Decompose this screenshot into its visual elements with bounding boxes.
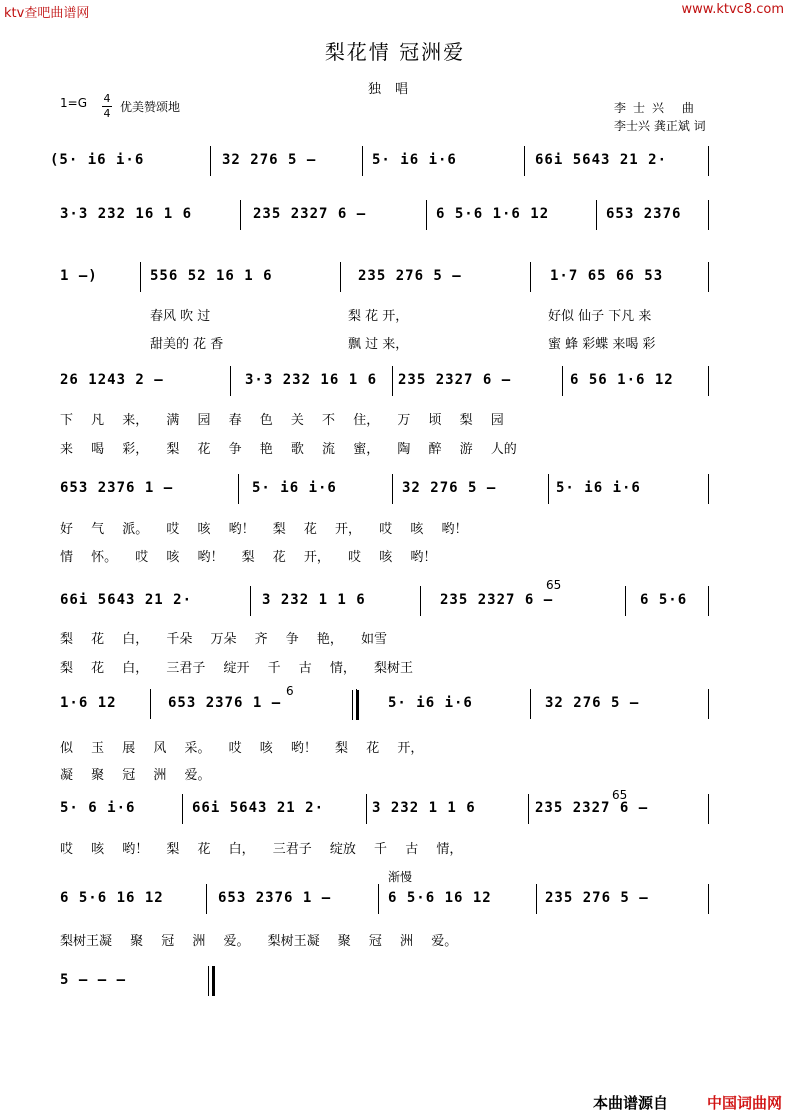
barline	[182, 794, 183, 824]
measure: 6 5·6 16 12	[60, 890, 164, 906]
measure: 5 — — —	[60, 972, 127, 988]
barline	[230, 366, 231, 396]
measure: 235 276 5 —	[358, 268, 462, 284]
barline	[708, 884, 709, 914]
barline	[548, 474, 549, 504]
measure: 235 276 5 —	[545, 890, 649, 906]
measure: 5· i6 i·6	[556, 480, 641, 496]
measure: 1 —)	[60, 268, 98, 284]
double-barline	[208, 966, 215, 996]
measure: 1·7 65 66 53	[550, 268, 664, 284]
barline	[708, 586, 709, 616]
barline	[536, 884, 537, 914]
double-barline	[352, 690, 359, 720]
measure: 6 56 1·6 12	[570, 372, 674, 388]
measure: 235 2327 6 —	[253, 206, 367, 222]
barline	[708, 366, 709, 396]
barline	[378, 884, 379, 914]
barline	[392, 474, 393, 504]
lyric-line: 春风 吹 过	[150, 309, 211, 324]
measure: 3·3 232 16 1 6	[60, 206, 193, 222]
composer-credit: 李士兴 曲	[614, 101, 701, 115]
barline	[562, 366, 563, 396]
footer-source: 本曲谱源自	[592, 1094, 668, 1112]
lyric-line: 好 气 派。 哎 咳 哟！ 梨 花 开， 哎 咳 哟！	[60, 522, 468, 537]
footer-site: 中国词曲网	[706, 1094, 782, 1112]
barline	[708, 262, 709, 292]
measure: 5· i6 i·6	[372, 152, 457, 168]
meter-top: 4	[103, 92, 111, 105]
measure: 66i 5643 21 2·	[192, 800, 325, 816]
barline	[708, 689, 709, 719]
barline	[140, 262, 141, 292]
measure: 556 52 16 1 6	[150, 268, 273, 284]
barline	[524, 146, 525, 176]
key-signature: 1=G	[60, 96, 87, 110]
measure: 653 2376 1 —	[60, 480, 174, 496]
measure: (5· i6 i·6	[50, 152, 145, 168]
barline	[530, 689, 531, 719]
lyric-line: 甜美的 花 香	[150, 337, 224, 352]
barline	[596, 200, 597, 230]
barline	[210, 146, 211, 176]
watermark-right: www.ktvc8.com	[681, 2, 784, 17]
grace-note: 6	[286, 684, 294, 698]
song-subtitle: 独唱	[367, 82, 422, 97]
measure: 3 232 1 1 6	[372, 800, 476, 816]
barline	[150, 689, 151, 719]
grace-note: 65	[546, 578, 562, 592]
barline	[420, 586, 421, 616]
measure: 3 232 1 1 6	[262, 592, 366, 608]
barline	[426, 200, 427, 230]
lyric-line: 梨 花 白， 三君子 绽开 千 古 情， 梨树王	[60, 661, 414, 676]
measure: 32 276 5 —	[402, 480, 497, 496]
measure: 26 1243 2 —	[60, 372, 164, 388]
lyric-line: 梨 花 白， 千朵 万朵 齐 争 艳， 如雪	[60, 632, 388, 647]
measure: 32 276 5 —	[545, 695, 640, 711]
lyric-line: 好似 仙子 下凡 来	[548, 309, 652, 324]
measure: 235 2327 6 —	[440, 592, 554, 608]
lyric-line: 哎 咳 哟！ 梨 花 白， 三君子 绽放 千 古 情，	[60, 842, 463, 857]
measure: 6 5·6 1·6 12	[436, 206, 550, 222]
measure: 66i 5643 21 2·	[60, 592, 193, 608]
barline	[528, 794, 529, 824]
barline	[392, 366, 393, 396]
measure: 5· i6 i·6	[252, 480, 337, 496]
measure: 5· i6 i·6	[388, 695, 473, 711]
measure: 653 2376 1 —	[218, 890, 332, 906]
lyric-line: 蜜 蜂 彩蝶 来喝 彩	[548, 337, 656, 352]
barline	[238, 474, 239, 504]
barline	[708, 474, 709, 504]
lyric-line: 飘 过 来，	[348, 337, 409, 352]
measure: 66i 5643 21 2·	[535, 152, 668, 168]
barline	[240, 200, 241, 230]
barline	[206, 884, 207, 914]
meter-bottom: 4	[103, 107, 111, 120]
measure: 6 5·6 16 12	[388, 890, 492, 906]
measure: 653 2376	[606, 206, 682, 222]
lyric-line: 似 玉 展 风 采。 哎 咳 哟！ 梨 花 开，	[60, 741, 424, 756]
song-title: 梨花情 冠洲爱	[324, 40, 466, 64]
style-marking: 优美赞颂地	[120, 100, 181, 114]
barline	[625, 586, 626, 616]
lyric-line: 下 凡 来， 满 园 春 色 关 不 住， 万 顷 梨 园	[60, 413, 504, 428]
barline	[530, 262, 531, 292]
barline	[366, 794, 367, 824]
lyric-line: 情 怀。 哎 咳 哟！ 梨 花 开， 哎 咳 哟！	[60, 550, 437, 565]
lyric-line: 梨树王凝 聚 冠 洲 爱。 梨树王凝 聚 冠 洲 爱。	[60, 934, 458, 949]
barline	[250, 586, 251, 616]
lyric-line: 梨 花 开，	[348, 309, 409, 324]
barline	[708, 200, 709, 230]
measure: 235 2327 6 —	[535, 800, 649, 816]
lyric-line: 来 喝 彩， 梨 花 争 艳 歌 流 蜜， 陶 醉 游 人的	[60, 442, 517, 457]
watermark-left: ktv查吧曲谱网	[4, 6, 90, 21]
measure: 3·3 232 16 1 6	[245, 372, 378, 388]
barline	[362, 146, 363, 176]
measure: 1·6 12	[60, 695, 117, 711]
measure: 5· 6 i·6	[60, 800, 136, 816]
barline	[708, 146, 709, 176]
measure: 6 5·6	[640, 592, 688, 608]
time-signature	[102, 92, 112, 121]
measure: 235 2327 6 —	[398, 372, 512, 388]
lyric-line: 凝 聚 冠 洲 爱。	[60, 768, 211, 783]
barline	[708, 794, 709, 824]
lyricist-credit: 李士兴 龚正斌 词	[614, 119, 706, 133]
barline	[340, 262, 341, 292]
tempo-marking: 渐慢	[388, 870, 413, 884]
grace-note: 65	[612, 788, 628, 802]
measure: 32 276 5 —	[222, 152, 317, 168]
measure: 653 2376 1 —	[168, 695, 282, 711]
